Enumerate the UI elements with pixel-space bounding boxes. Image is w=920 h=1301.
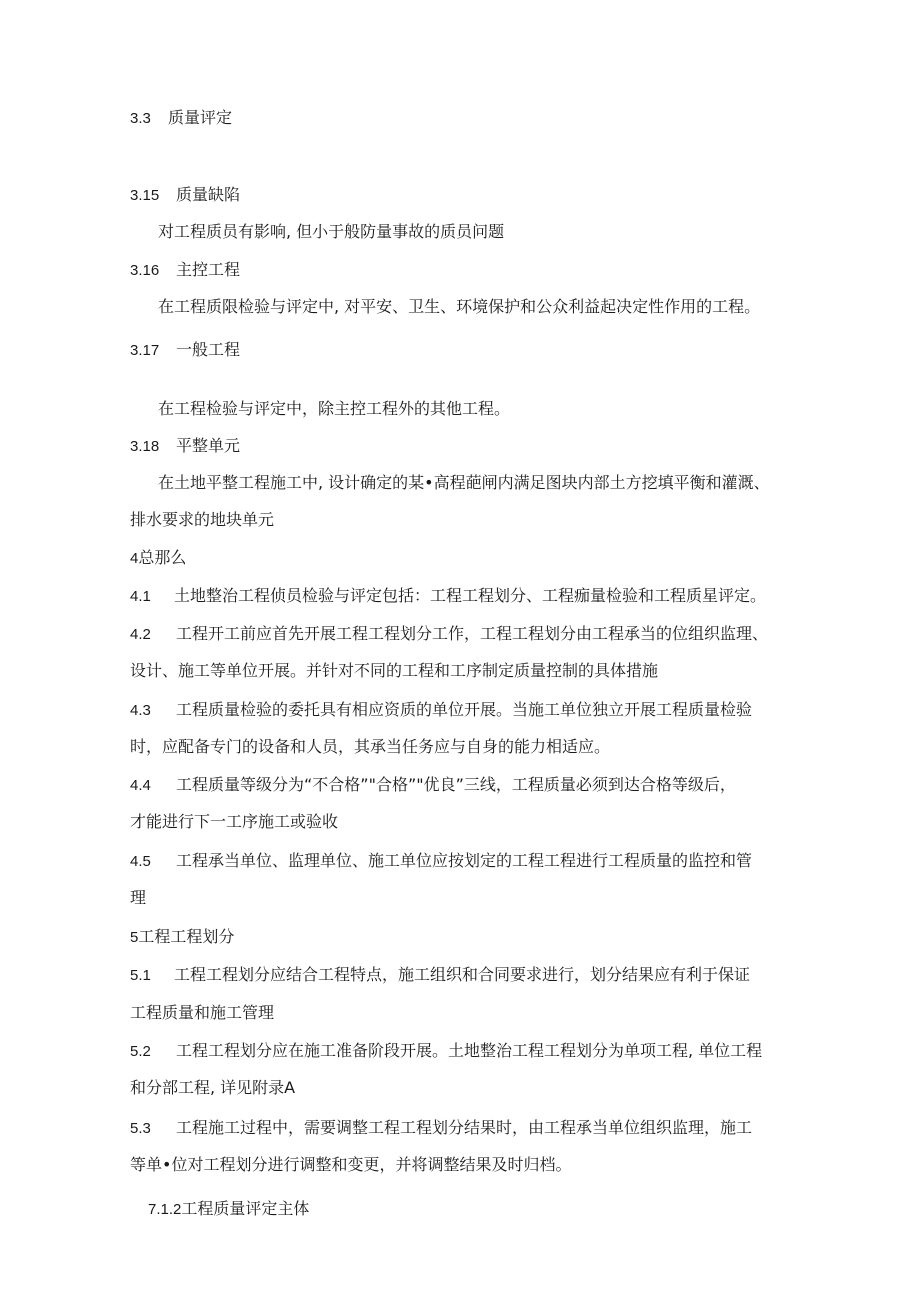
chapter-title: 工程工程划分	[138, 927, 235, 946]
paragraph-line	[158, 222, 504, 242]
clause-number: 4.2	[130, 626, 151, 643]
paragraph-text: 和分部工程, 详见附录A	[130, 1078, 296, 1097]
subsection-number: 7.1.2	[148, 1201, 182, 1218]
chapter-number: 5	[130, 929, 139, 946]
clause-text: 工程承当单位、监理单位、施工单位应按划定的工程工程进行工程质量的监控和管	[176, 851, 753, 870]
paragraph-line	[158, 297, 760, 317]
paragraph-line	[130, 888, 146, 908]
paragraph-line	[130, 1003, 274, 1023]
clause-text: 工程质量检验的委托具有相应资质的单位开展。当施工单位独立开展工程质量检验	[176, 700, 753, 719]
paragraph-text: 工程质量和施工管理	[130, 1003, 275, 1022]
clause-4-2	[130, 624, 768, 645]
section-heading-3-16	[130, 260, 240, 281]
clause-4-3	[130, 700, 752, 721]
paragraph-text: 等单•位对工程划分进行调整和变更，并将调整结果及时归档。	[130, 1155, 572, 1174]
clause-text: 工程施工过程中，需要调整工程工程划分结果时，由工程承当单位组织监理，施工	[176, 1118, 753, 1137]
section-number: 3.15	[130, 187, 160, 204]
chapter-number: 4	[130, 550, 139, 567]
section-number: 3.18	[130, 438, 160, 455]
clause-number: 5.1	[130, 967, 151, 984]
clause-number: 4.1	[130, 588, 151, 605]
clause-number: 4.3	[130, 702, 151, 719]
section-number: 3.17	[130, 342, 160, 359]
section-heading-3-15	[130, 185, 240, 206]
clause-4-4	[130, 775, 736, 796]
clause-number: 4.4	[130, 777, 151, 794]
chapter-title: 总那么	[138, 548, 187, 567]
clause-number: 5.3	[130, 1120, 151, 1137]
section-title: 主控工程	[176, 260, 241, 279]
section-title: 质量缺陷	[176, 185, 241, 204]
subsection-title: 工程质量评定主体	[181, 1199, 310, 1218]
section-title: 平整单元	[176, 436, 241, 455]
section-title: 一般工程	[176, 340, 241, 359]
clause-text: 工程质量等级分为“不合格”"合格”"优良”三线，工程质量必须到达合格等级后，	[176, 775, 736, 794]
paragraph-text: 才能进行下一工序施工或验收	[130, 812, 339, 831]
paragraph-text: 对工程质员有影响, 但小于般防量事故的质员问题	[158, 222, 505, 241]
clause-5-3	[130, 1118, 752, 1139]
paragraph-line	[130, 812, 338, 832]
section-title: 质量评定	[168, 108, 233, 127]
paragraph-line	[130, 737, 610, 757]
paragraph-line	[158, 473, 770, 493]
section-heading-3-3	[130, 108, 232, 129]
clause-text: 工程工程划分应在施工准备阶段开展。土地整治工程工程划分为单项工程, 单位工程	[176, 1041, 763, 1060]
clause-4-1	[130, 586, 766, 607]
paragraph-line	[130, 1155, 571, 1175]
clause-4-5	[130, 851, 752, 872]
section-number: 3.16	[130, 262, 160, 279]
section-heading-3-17	[130, 340, 240, 361]
clause-text: 工程工程划分应结合工程特点，施工组织和合同要求进行，划分结果应有利于保证	[174, 965, 751, 984]
paragraph-text: 排水要求的地块单元	[130, 510, 275, 529]
paragraph-text: 在工程质限检验与评定中, 对平安、卫生、环境保护和公众利益起决定性作用的工程。	[158, 297, 761, 316]
clause-text: 土地整治工程侦员检验与评定包括：工程工程划分、工程痂量检验和工程质星评定。	[174, 586, 767, 605]
clause-5-2	[130, 1041, 762, 1062]
paragraph-line	[130, 661, 658, 681]
chapter-heading-4	[130, 548, 186, 569]
paragraph-text: 在土地平整工程施工中, 设计确定的某•高程葩闸内满足图块内部土方挖填平衡和灌溉、	[158, 473, 770, 492]
section-number: 3.3	[130, 110, 151, 127]
chapter-heading-5	[130, 927, 234, 948]
paragraph-line	[130, 1078, 295, 1098]
paragraph-line	[130, 510, 274, 530]
paragraph-text: 在工程检验与评定中，除主控工程外的其他工程。	[158, 399, 511, 418]
paragraph-text: 理	[130, 888, 147, 907]
clause-5-1	[130, 965, 750, 986]
clause-number: 5.2	[130, 1043, 151, 1060]
clause-text: 工程开工前应首先开展工程工程划分工作，工程工程划分由工程承当的位组织监理、	[176, 624, 769, 643]
section-heading-3-18	[130, 436, 240, 457]
subsection-heading-7-1-2	[148, 1199, 309, 1220]
paragraph-text: 时，应配备专门的设备和人员，其承当任务应与自身的能力相适应。	[130, 737, 611, 756]
clause-number: 4.5	[130, 853, 151, 870]
paragraph-text: 设计、施工等单位开展。并针对不同的工程和工序制定质量控制的具体措施	[130, 661, 659, 680]
paragraph-line	[158, 399, 510, 419]
